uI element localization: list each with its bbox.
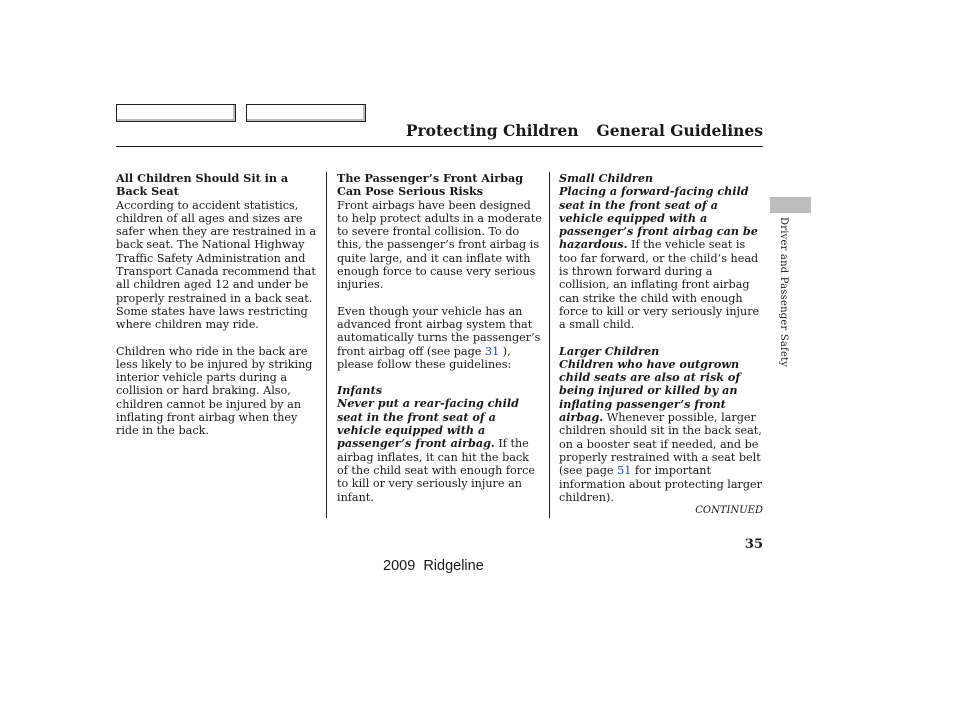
column-divider — [326, 172, 327, 518]
continued-label: CONTINUED — [695, 505, 763, 516]
paragraph: According to accident statistics, children of all ages and sizes are safer when they are restrained in a back seat. The National Highway Traffic Safety Administration and Transport Canada recommend that all children aged 12 and under be properly restrained in a back seat. Some states have laws restricting where children may ride. — [116, 198, 316, 332]
section-heading: The Passenger’s Front Airbag Can Pose Serious Risks — [337, 171, 524, 199]
column-middle — [337, 172, 543, 504]
page-31-link[interactable]: 31 — [484, 344, 500, 358]
column-divider — [549, 172, 550, 518]
paragraph: Never put a rear-facing child seat in the front seat of a vehicle equipped with a passenger’s front airbag. If the airbag inflates, it can hit the back of the child seat with enough force to kill or very seriously injure an infant. — [337, 396, 535, 504]
page-title — [406, 121, 763, 140]
column-left — [116, 172, 320, 438]
section-heading: All Children Should Sit in a Back Seat — [116, 171, 289, 199]
paragraph: Placing a forward-facing child seat in the front seat of a vehicle equipped with a passenger’s front airbag can be hazardous. If the vehicle seat is too far forward, or the child’s head is thrown forward during a collision, an inflating front airbag can strike the child with enough force to kill or very seriously injure a small child. — [559, 184, 760, 332]
warning-text: Children who have outgrown child seats are also at risk of being injured or killed by an inflating passenger’s front airbag. — [559, 356, 741, 425]
page-51-link[interactable]: 51 — [617, 464, 632, 478]
page-header — [116, 120, 763, 147]
paragraph: Front airbags have been designed to help protect adults in a moderate to severe frontal collision. To do this, the passenger’s front airbag is quite large, and it can inflate with enough force to cause very serious injuries. — [337, 198, 542, 292]
warning-text: Never put a rear-facing child seat in the front seat of a vehicle equipped with a passenger’s front airbag. — [337, 396, 519, 451]
section-title: Protecting Children — [405, 121, 579, 140]
subheading-infants: Infants — [337, 383, 383, 398]
paragraph: Children who have outgrown child seats are also at risk of being injured or killed by an inflating passenger’s front airbag. Whenever possible, larger children should sit in the back seat, on a booster seat if needed, and be properly restrained with a seat belt (see page 51 for important information about protecting larger children). — [559, 356, 763, 504]
side-tab-label: Driver and Passenger Safety — [778, 217, 789, 368]
paragraph: Children who ride in the back are less likely to be injured by striking interior vehicle parts during a collision or hard braking. Also, children cannot be injured by an inflating front airbag when they ride in the back. — [116, 344, 313, 438]
subheading-small-children: Small Children — [559, 171, 654, 185]
section-side-tab — [770, 197, 811, 213]
column-right — [559, 172, 765, 504]
footer-model: 2009 Ridgeline — [383, 558, 484, 574]
warning-text: Placing a forward-facing child seat in the front seat of a vehicle equipped with a passenger’s front airbag can be hazardous. — [559, 184, 758, 252]
subheading-larger-children: Larger Children — [559, 343, 660, 358]
page-number: 35 — [744, 537, 763, 552]
paragraph: Even though your vehicle has an advanced front airbag system that automatically turns the passenger’s front airbag off (see page 31 ), please follow these guidelines: — [337, 304, 541, 371]
subsection-title: General Guidelines — [596, 121, 763, 140]
